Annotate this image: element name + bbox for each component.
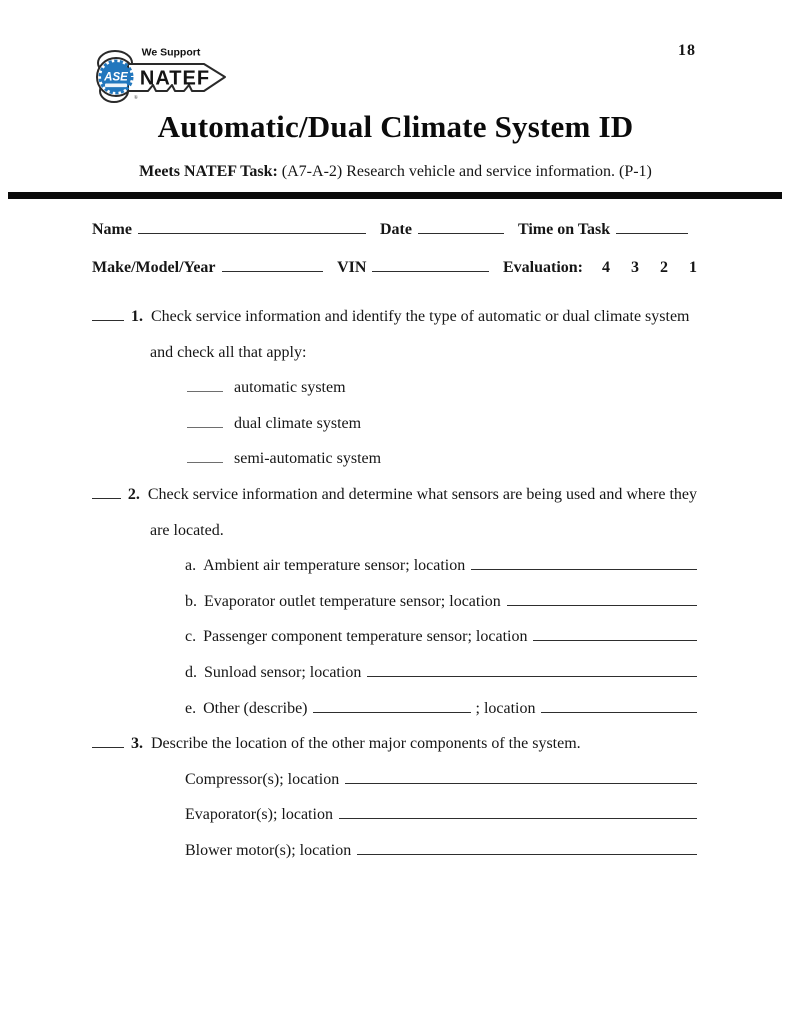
option-semi-automatic-label: semi-automatic system (234, 450, 382, 468)
page-title: Automatic/Dual Climate System ID (157, 109, 634, 144)
item-2-subitem-b (92, 584, 697, 620)
make-model-year-label: Make/Model/Year (92, 259, 216, 276)
blower-motor-location-text: Blower motor(s); location (185, 841, 352, 859)
header-divider-rule (8, 192, 782, 199)
name-label: Name (92, 221, 132, 238)
item-2-continuation (92, 513, 697, 549)
subitem-e-text: Other (describe) (203, 699, 308, 717)
evaluation-score-2: 2 (660, 259, 668, 276)
evaluation-score-3: 3 (631, 259, 639, 276)
logo-name-text: NATEF (139, 67, 211, 90)
item-1-option-semi-automatic (92, 441, 697, 477)
evaporator-location-text: Evaporator(s); location (185, 806, 333, 824)
item-1-text-line-1: Check service information and identify the type of automatic or dual climate system (151, 308, 690, 325)
blower-motor-location-blank (357, 841, 697, 855)
item-2-subitem-c (92, 619, 697, 655)
item-3-sub-blower-motor (92, 833, 697, 869)
item-3-text-line-1: Describe the location of the other major components of the system. (151, 735, 581, 753)
time-on-task-label: Time on Task (517, 221, 611, 238)
item-2-text-line-1: Check service information and determine what sensors are being used and where they (147, 485, 697, 503)
subitem-d-letter: d. (185, 663, 197, 681)
item-2-subitem-a (92, 548, 697, 584)
evaporator-location-blank (339, 805, 697, 819)
id-row-2 (92, 250, 697, 286)
logo-top-text: We Support (141, 46, 201, 59)
subitem-c-location-blank (533, 627, 697, 641)
item-1-number: 1. (131, 308, 143, 325)
option-dual-climate-label: dual climate system (234, 414, 362, 432)
item-3-number: 3. (131, 735, 143, 753)
item-1 (92, 299, 697, 335)
evaluation-score-4: 4 (602, 259, 610, 276)
subitem-e-location-blank (541, 699, 697, 713)
item-1-option-dual-climate (92, 406, 697, 442)
compressor-location-text: Compressor(s); location (185, 770, 340, 788)
item-2-check-blank (92, 485, 121, 499)
option-dual-climate-check-blank (187, 414, 223, 428)
task-items (92, 299, 697, 869)
item-2-subitem-e (92, 691, 697, 727)
item-3-sub-compressor (92, 762, 697, 798)
subitem-c-letter: c. (185, 628, 197, 646)
subitem-b-text: Evaporator outlet temperature sensor; location (204, 592, 501, 610)
time-on-task-blank-line (616, 220, 688, 234)
item-1-check-blank (92, 307, 124, 321)
name-blank-line (138, 220, 366, 234)
subitem-e-mid-text: ; location (475, 699, 536, 717)
item-2-number: 2. (127, 485, 140, 503)
date-blank-line (418, 220, 504, 234)
subitem-e-describe-blank (313, 699, 471, 713)
subitem-b-location-blank (507, 592, 697, 606)
id-fields-block (92, 212, 697, 286)
task-label: Meets NATEF Task: (139, 163, 278, 180)
option-semi-automatic-check-blank (187, 449, 223, 463)
date-label: Date (379, 221, 412, 238)
svg-text:®: ® (134, 96, 138, 101)
subitem-b-letter: b. (185, 592, 197, 610)
item-2-text-line-2: are located. (150, 521, 224, 539)
option-automatic-check-blank (187, 378, 223, 392)
page-header (0, 0, 791, 200)
subitem-c-text: Passenger component temperature sensor; location (203, 628, 528, 646)
vin-blank-line (372, 258, 489, 272)
task-text: (A7-A-2) Research vehicle and service information. (P-1) (281, 163, 652, 180)
compressor-location-blank (345, 770, 697, 784)
item-1-option-automatic (92, 370, 697, 406)
make-model-year-blank-line (222, 258, 324, 272)
item-1-continuation (92, 335, 697, 371)
item-3 (92, 726, 697, 762)
item-3-check-blank (92, 734, 124, 748)
natef-task-line (0, 163, 791, 181)
subitem-a-letter: a. (185, 557, 197, 575)
page-number: 18 (678, 42, 696, 59)
natef-key-logo-graphic (88, 42, 228, 106)
vin-label: VIN (337, 259, 367, 276)
evaluation-score-1: 1 (689, 259, 697, 276)
natef-logo (88, 42, 228, 106)
id-row-1 (92, 212, 697, 248)
subitem-d-text: Sunload sensor; location (204, 663, 362, 681)
subitem-a-text: Ambient air temperature sensor; location (203, 557, 466, 575)
item-3-sub-evaporator (92, 797, 697, 833)
option-automatic-label: automatic system (234, 379, 346, 397)
subitem-e-letter: e. (185, 699, 197, 717)
item-1-text-line-2: and check all that apply: (150, 343, 307, 361)
subitem-d-location-blank (367, 663, 697, 677)
item-2 (92, 477, 697, 513)
subitem-a-location-blank (471, 556, 697, 570)
ase-emblem-text: ASE (104, 71, 128, 84)
item-2-subitem-d (92, 655, 697, 691)
evaluation-label: Evaluation: (502, 259, 583, 276)
